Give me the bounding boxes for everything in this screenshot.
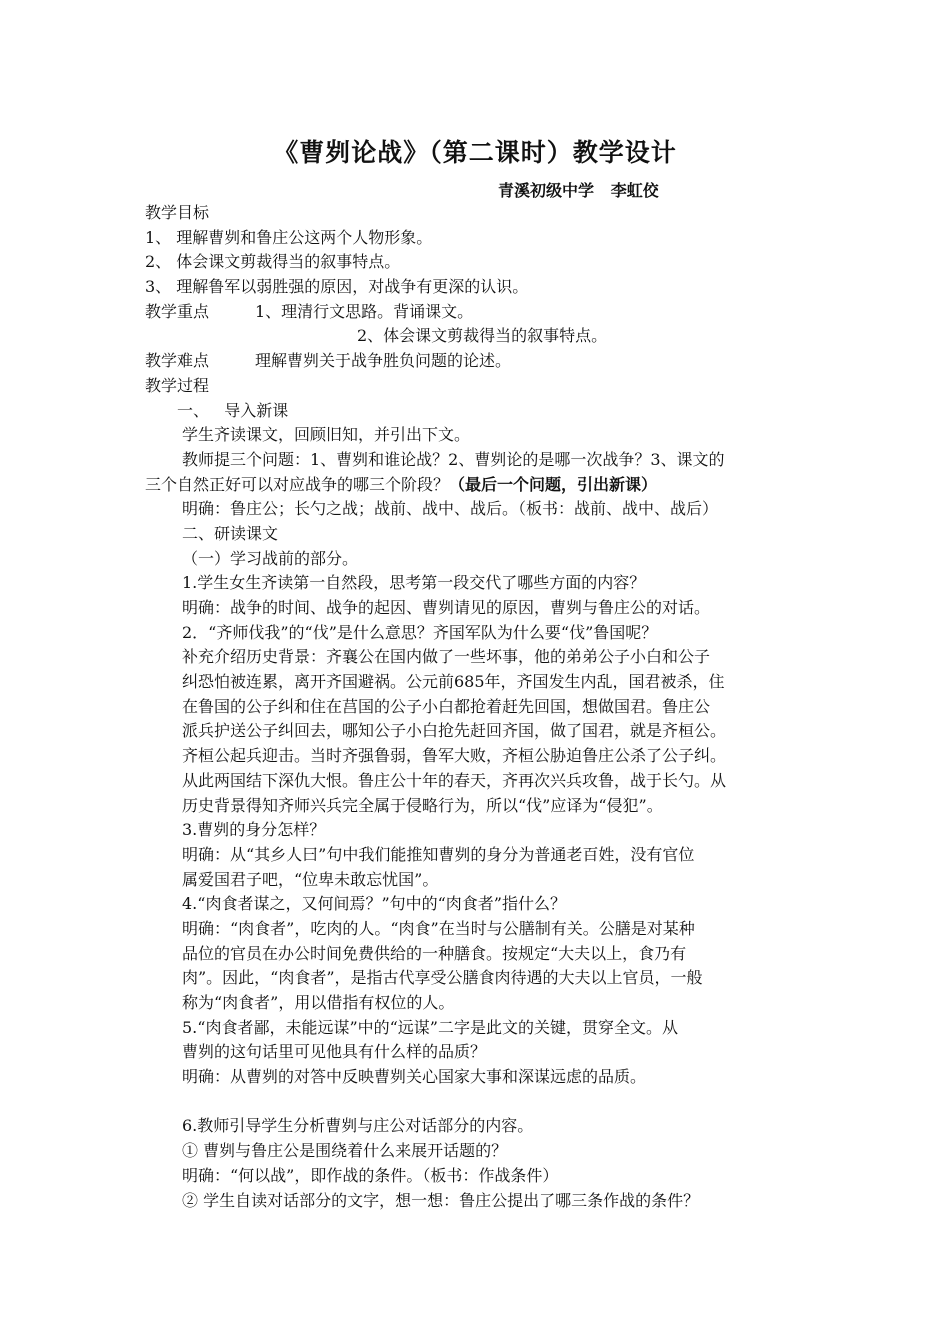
answer-line: 明确：“何以战”，即作战的条件。（板书：作战条件） — [182, 1165, 559, 1185]
focus-row-2 — [145, 324, 807, 349]
focus-item: 1、理清行文思路。背诵课文。 — [255, 301, 474, 321]
difficulty-text: 理解曹刿关于战争胜负问题的论述。 — [255, 351, 512, 371]
section-heading: 一、 导入新课 — [177, 400, 289, 420]
answer-line: 明确：鲁庄公；长勺之战；战前、战中、战后。（板书：战前、战中、战后） — [182, 499, 719, 519]
paragraph-text: 三个自然正好可以对应战争的哪三个阶段？ — [145, 474, 450, 494]
background-line: 历史背景得知齐师兴兵完全属于侵略行为，所以“伐”应译为“侵犯”。 — [182, 795, 663, 815]
focus-row — [145, 300, 807, 325]
emphasis-text: （最后一个问题，引出新课） — [449, 474, 658, 494]
goals-heading: 教学目标 — [145, 203, 210, 222]
background-line: 补充介绍历史背景：齐襄公在国内做了一些坏事，他的弟弟公子小白和公子 — [182, 647, 711, 667]
question-line: 2．“齐师伐我”的“伐”是什么意思？齐国军队为什么要“伐”鲁国呢？ — [182, 622, 658, 642]
process-heading: 教学过程 — [145, 375, 210, 395]
answer-line: 明确：从曹刿的对答中反映曹刿关心国家大事和深谋远虑的品质。 — [182, 1067, 647, 1087]
answer-line: 明确：战争的时间、战争的起因、曹刿请见的原因，曹刿与鲁庄公的对话。 — [182, 598, 711, 617]
question-line: 曹刿的这句话里可见他具有什么样的品质？ — [182, 1042, 487, 1062]
answer-line: 明确：从“其乡人曰”句中我们能推知曹刿的身分为普通老百姓，没有官位 — [182, 844, 695, 864]
goal-item: 2、 体会课文剪裁得当的叙事特点。 — [145, 252, 401, 272]
question-line: 1.学生女生齐读第一自然段，思考第一段交代了哪些方面的内容？ — [182, 573, 646, 593]
focus-label: 教学重点 — [145, 301, 210, 321]
difficulty-label: 教学难点 — [145, 351, 210, 371]
question-line: ② 学生自读对话部分的文字，想一想：鲁庄公提出了哪三条作战的条件？ — [182, 1190, 700, 1210]
answer-line: 属爱国君子吧，“位卑未敢忘忧国”。 — [182, 869, 439, 889]
question-line: 3.曹刿的身分怎样？ — [182, 820, 326, 840]
answer-line: 称为“肉食者”，用以借指有权位的人。 — [182, 993, 455, 1012]
background-line: 齐桓公起兵迎击。当时齐强鲁弱，鲁军大败，齐桓公胁迫鲁庄公杀了公子纠。 — [182, 746, 727, 766]
focus-item: 2、体会课文剪裁得当的叙事特点。 — [357, 326, 608, 346]
background-line: 从此两国结下深仇大恨。鲁庄公十年的春天，齐再次兴兵攻鲁，战于长勺。从 — [182, 770, 727, 790]
question-line: 6.教师引导学生分析曹刿与庄公对话部分的内容。 — [182, 1116, 534, 1136]
paragraph-line: 学生齐读课文，回顾旧知，并引出下文。 — [182, 425, 471, 445]
document-body — [145, 201, 807, 1213]
goal-item: 3、 理解鲁军以弱胜强的原因，对战争有更深的认识。 — [145, 277, 529, 297]
difficulty-row — [145, 349, 807, 374]
goal-item: 1、 理解曹刿和鲁庄公这两个人物形象。 — [145, 227, 433, 247]
question-line: 5.“肉食者鄙，未能远谋”中的“远谋”二字是此文的关键，贯穿全文。从 — [182, 1017, 678, 1037]
background-line: 纠恐怕被连累，离开齐国避祸。公元前685年，齐国发生内乱，国君被杀，住 — [182, 672, 725, 692]
background-line: 派兵护送公子纠回去，哪知公子小白抢先赶回齐国，做了国君，就是齐桓公。 — [182, 721, 727, 741]
paragraph-line — [145, 473, 807, 498]
background-line: 在鲁国的公子纠和住在莒国的公子小白都抢着赶先回国，想做国君。鲁庄公 — [182, 696, 711, 716]
answer-line: 明确：“肉食者”，吃肉的人。“肉食”在当时与公膳制有关。公膳是对某种 — [182, 918, 695, 938]
question-line: 4.“肉食者谋之，又何间焉？”句中的“肉食者”指什么？ — [182, 894, 566, 914]
answer-line: 肉”。因此，“肉食者”，是指古代享受公膳食肉待遇的大夫以上官员，一般 — [182, 968, 703, 988]
answer-line: 品位的官员在办公时间免费供给的一种膳食。按规定“大夫以上，食乃有 — [182, 943, 687, 963]
author-line: 青溪初级中学 李虹佼 — [498, 181, 659, 200]
paragraph-line: 教师提三个问题：1、曹刿和谁论战？2、曹刿论的是哪一次战争？3、课文的 — [182, 449, 725, 469]
section-heading: 二、研读课文 — [182, 523, 279, 543]
blank-line — [145, 1090, 807, 1115]
question-line: ① 曹刿与鲁庄公是围绕着什么来展开话题的？ — [182, 1141, 508, 1161]
subsection-heading: （一）学习战前的部分。 — [182, 548, 359, 568]
document-title: 《曹刿论战》（第二课时）教学设计 — [273, 138, 677, 167]
